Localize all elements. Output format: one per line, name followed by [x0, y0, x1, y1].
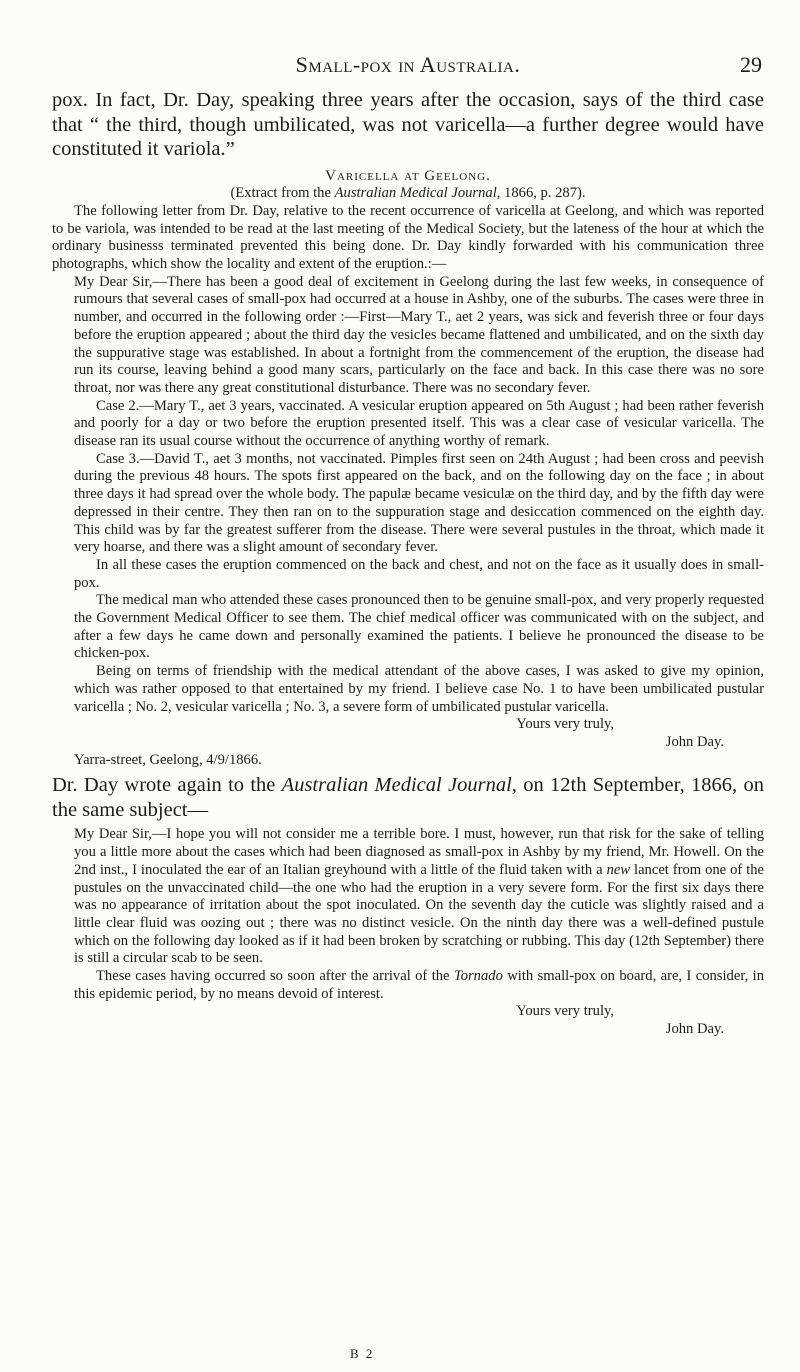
section-heading: Varicella at Geelong.	[325, 167, 491, 184]
running-title: Small-pox in Australia.	[295, 52, 521, 77]
letter1-paragraph-2: Case 2.—Mary T., aet 3 years, vaccinated. A vesicular eruption appeared on 5th August ; had been rather feverish and poorly for a day or two before the eruption presented itself. This was a clear case of vesicular varicella. The disease ran its usual course without the occurrence of anything worthy of remark.	[74, 397, 764, 450]
source-suffix: , 1866, p. 287).	[496, 185, 586, 202]
bridge-paragraph	[52, 773, 764, 822]
bridge-prefix: Dr. Day wrote again to the	[52, 774, 282, 797]
bridge-journal: Australian Medical Journal	[281, 774, 512, 797]
letter2-signature: John Day.	[665, 1021, 724, 1038]
running-head	[52, 52, 764, 80]
book-page	[52, 52, 764, 1039]
source-prefix: (Extract from the	[230, 185, 335, 202]
letter1-paragraph-4: In all these cases the eruption commenced on the back and chest, and not on the face as it usually does in small-pox.	[74, 556, 764, 591]
letter2-p2-suffix: with small-pox on board, are, I consider, in this epidemic period, by no means devoid of interest.	[74, 968, 764, 1002]
letter1-paragraph-1: My Dear Sir,—There has been a good deal of excitement in Geelong during the last few weeks, in consequence of rumours that several cases of small-pox had occurred at a house in Ashby, one of the suburbs. The cases were three in number, and occurred in the following order :—First—Mary T., aet 2 years, was sick and feverish three or four days before the eruption appeared ; about the third day the vesicles became flattened and umbilicated, and on the sixth day the suppurative stage was established. In about a fortnight from the commencement of the eruption, the disease had run its course, leaving behind a good many scars, particularly on the face and back. In this case there was no sore throat, nor was there any great constitutional disturbance. There was no secondary fever.	[74, 273, 764, 396]
letter2-p1-suffix: lancet from one of the pustules on the unvaccinated child—the one who had the eruption in a very severe form. For the first six days there was no appearance of irritation about the spot inoculated. On the seventh day the cuticle was slightly raised and a little clear fluid was oozing out ; there was no distinct vesicle. On the ninth day there was a well-defined pustule which on the following day looked as if it had been broken by scratching or rubbing. This day (12th September) there is still a circular scab to be seen.	[74, 861, 764, 967]
letter2-p2-prefix: These cases having occurred so soon after the arrival of the	[96, 968, 454, 985]
page-number: 29	[740, 52, 762, 77]
letter1-signoff: Yours very truly,	[516, 716, 614, 733]
letter2-p1-emphasis: new	[606, 861, 631, 878]
letter2-paragraph-2	[74, 968, 764, 1003]
letter2-paragraph-1	[74, 826, 764, 968]
letter2-p2-ship: Tornado	[453, 968, 503, 985]
letter2-p1-prefix: My Dear Sir,—I hope you will not consider me a terrible bore. I must, however, run that risk for the sake of telling you a little more about the cases which had been diagnosed as small-pox in Ashby by my friend, Mr. Howell. On the 2nd inst., I inoculated the ear of an Italian greyhound with a little of the fluid taken with a	[74, 826, 764, 878]
letter-second	[52, 826, 764, 1003]
letter-first	[52, 274, 764, 717]
printer-signature-mark: B 2	[350, 1346, 375, 1361]
source-journal: Australian Medical Journal	[334, 185, 497, 202]
letter1-place-date: Yarra-street, Geelong, 4/9/1866.	[74, 751, 262, 768]
letter1-signature: John Day.	[665, 734, 724, 750]
letter2-signoff: Yours very truly,	[516, 1003, 614, 1020]
letter1-paragraph-5: The medical man who attended these cases pronounced then to be genuine small-pox, and very properly requested the Government Medical Officer to see them. The chief medical officer was communicated with on the subject, and after a few days he came down and personally examined the patients. I believe he pronounced the disease to be chicken-pox.	[74, 592, 764, 662]
intro-paragraph: pox. In fact, Dr. Day, speaking three years after the occasion, says of the third case that “ the third, though umbilicated, was not varicella—a further degree would have constituted it variola.”	[52, 89, 764, 160]
bridge-suffix: , on 12th September, 1866, on the same subject—	[52, 774, 764, 821]
preface-paragraph: The following letter from Dr. Day, relative to the recent occurrence of varicella at Geelong, and which was reported to be variola, was intended to be read at the last meeting of the Medical Society, but the lateness of the hour at which the ordinary businesss terminated prevented this being done. Dr. Day kindly forwarded with his communication three photographs, which show the locality and extent of the eruption.:—	[52, 202, 764, 273]
letter1-paragraph-6: Being on terms of friendship with the medical attendant of the above cases, I was asked to give my opinion, which was rather opposed to that entertained by my friend. I believe case No. 1 to have been umbilicated pustular varicella ; No. 2, vesicular varicella ; No. 3, a severe form of umbilicated pustular varicella.	[74, 663, 764, 715]
source-citation	[52, 185, 764, 203]
letter1-paragraph-3: Case 3.—David T., aet 3 months, not vaccinated. Pimples first seen on 24th August ; had been cross and peevish during the previous 48 hours. The spots first appeared on the back, and on the following day on the face ; in about three days it had spread over the whole body. The papulæ became vesiculæ on the third day, and by the fifth day were depressed in their centre. They then ran on to the suppuration stage and desiccation commenced on the eighth day. This child was by far the greatest sufferer from the disease. There were several pustules in the throat, which made it very hoarse, and there was a slight amount of secondary fever.	[74, 450, 764, 556]
